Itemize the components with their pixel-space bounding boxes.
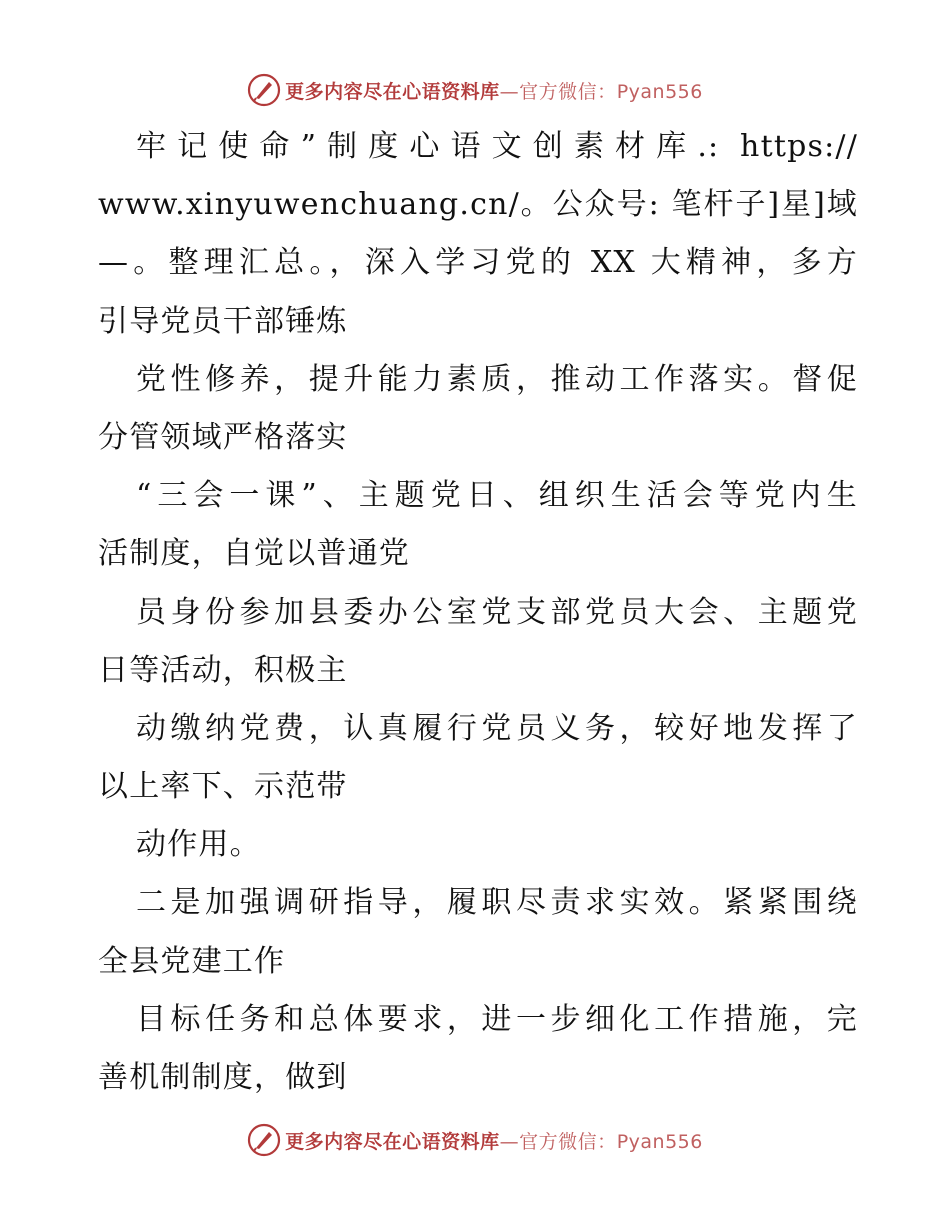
document-body bbox=[98, 118, 858, 1107]
text-line: 党性修养，提升能力素质，推动工作落实。督促 bbox=[136, 361, 858, 397]
watermark-main-text: 更多内容尽在心语资料库 bbox=[285, 1130, 500, 1153]
text-line: 活制度，自觉以普通党 bbox=[98, 536, 410, 572]
watermark-official-text: 官方微信： bbox=[519, 80, 617, 103]
text-line: 引导党员干部锤炼 bbox=[98, 303, 348, 339]
text-line: “三会一课”、主题党日、组织生活会等党内生 bbox=[136, 478, 858, 514]
text-line: 日等活动，积极主 bbox=[98, 652, 348, 688]
watermark-wechat-id: Pyan556 bbox=[616, 80, 703, 103]
watermark-wechat-id: Pyan556 bbox=[616, 1130, 703, 1153]
text-line: 牢记使命”制度心语文创素材库.: https:// bbox=[136, 129, 858, 164]
text-line: 二是加强调研指导，履职尽责求实效。紧紧围绕 bbox=[136, 885, 858, 921]
text-line: 善机制制度，做到 bbox=[98, 1060, 348, 1095]
watermark-main-text: 更多内容尽在心语资料库 bbox=[285, 80, 500, 103]
watermark-dash: — bbox=[499, 80, 520, 103]
watermark-dash: — bbox=[499, 1130, 520, 1153]
feather-pen-icon bbox=[247, 73, 281, 107]
text-line: 员身份参加县委办公室党支部党员大会、主题党 bbox=[136, 594, 858, 630]
feather-pen-icon bbox=[247, 1123, 281, 1157]
text-line: 以上率下、示范带 bbox=[98, 769, 348, 805]
text-line: 动作用。 bbox=[136, 827, 261, 863]
text-line: 目标任务和总体要求，进一步细化工作措施，完 bbox=[136, 1001, 858, 1037]
text-line: 全县党建工作 bbox=[98, 943, 286, 979]
text-line: 分管领域严格落实 bbox=[98, 419, 348, 455]
watermark-official-text: 官方微信： bbox=[519, 1130, 617, 1153]
footer-watermark bbox=[0, 1120, 950, 1160]
text-line: 动缴纳党费，认真履行党员义务，较好地发挥了 bbox=[136, 710, 858, 746]
text-line: www.xinyuwenchuang.cn/。公众号: 笔杆子]星]域 bbox=[98, 187, 858, 223]
header-watermark bbox=[0, 70, 950, 110]
text-line: —。整理汇总。，深入学习党的 XX 大精神，多方 bbox=[98, 245, 858, 281]
